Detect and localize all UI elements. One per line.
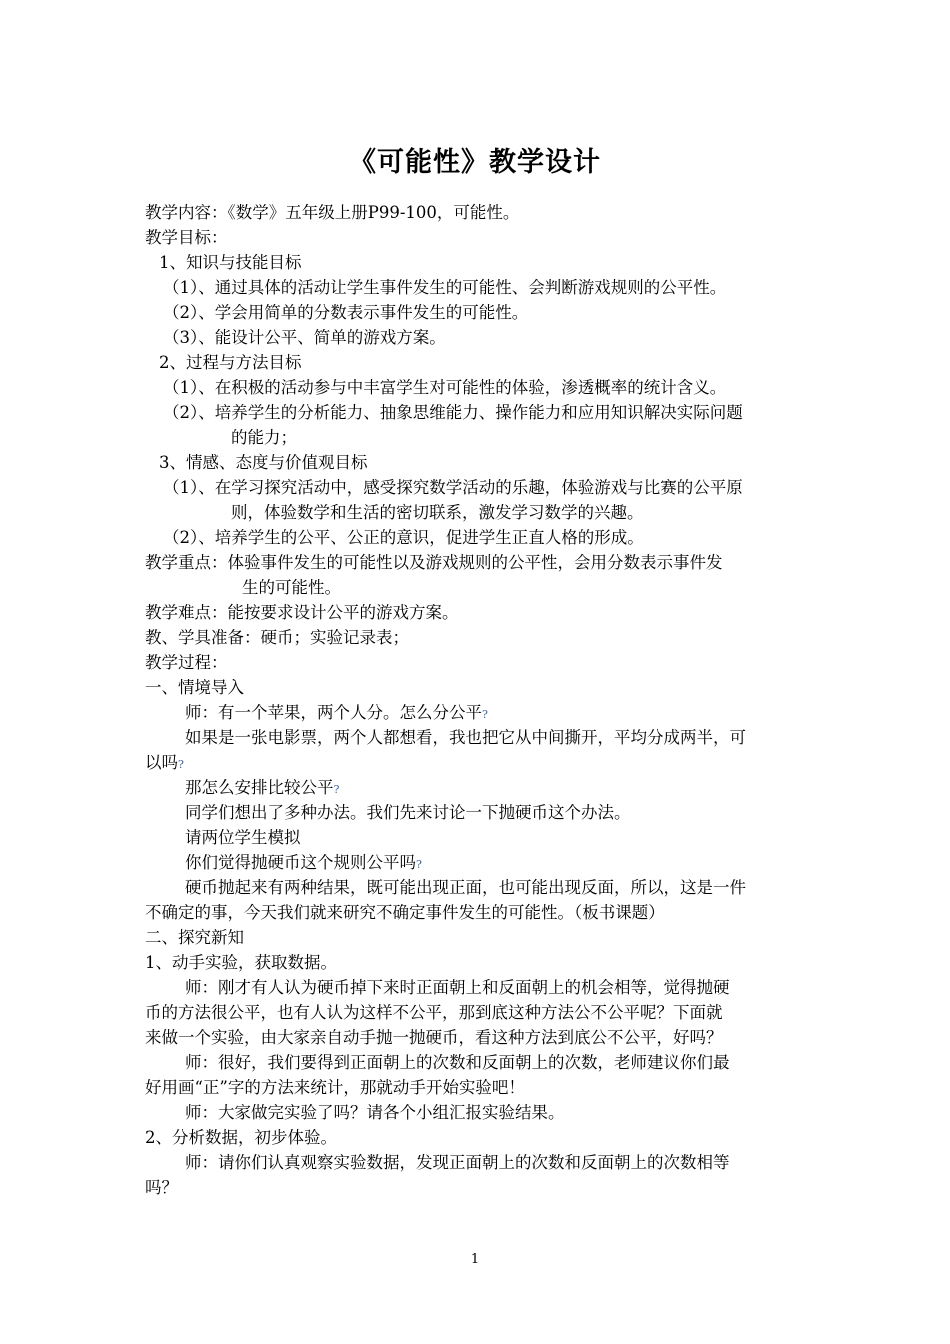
page-number: 1 <box>470 1252 480 1267</box>
difficulties-line: 教学难点：能按要求设计公平的游戏方案。 <box>145 603 459 622</box>
paragraph-line: 币的方法很公平，也有人认为这样不公平，那到底这种方法公不公平呢？下面就 <box>145 1003 723 1022</box>
question-mark: ? <box>178 758 184 771</box>
paragraph-line: 硬币抛起来有两种结果，既可能出现正面，也可能出现反面，所以，这是一件 <box>185 878 746 897</box>
teaching-content-line: 教学内容：《数学》五年级上册P99-100，可能性。 <box>145 203 520 222</box>
materials-line: 教、学具准备：硬币；实验记录表； <box>145 628 409 647</box>
paragraph-line: 师：刚才有人认为硬币掉下来时正面朝上和反面朝上的机会相等，觉得抛硬 <box>185 978 730 997</box>
paragraph-line: 同学们想出了多种办法。我们先来讨论一下抛硬币这个办法。 <box>185 803 631 822</box>
goal-2-heading: 2、过程与方法目标 <box>159 353 302 372</box>
goal-1-item-3: （3）、能设计公平、简单的游戏方案。 <box>163 328 446 347</box>
paragraph-line: 请两位学生模拟 <box>185 828 301 847</box>
goal-3-item-1-cont: 则，体验数学和生活的密切联系，激发学习数学的兴趣。 <box>231 503 644 522</box>
paragraph-line: 师：大家做完实验了吗？请各个小组汇报实验结果。 <box>185 1103 565 1122</box>
page-title: 《可能性》教学设计 <box>349 147 601 178</box>
paragraph-line: 好用画“正”字的方法来统计，那就动手开始实验吧！ <box>145 1078 525 1097</box>
goal-3-item-1: （1）、在学习探究活动中，感受探究数学活动的乐趣，体验游戏与比赛的公平原 <box>163 478 743 497</box>
goal-3-heading: 3、情感、态度与价值观目标 <box>159 453 368 472</box>
key-points-cont: 生的可能性。 <box>242 578 341 597</box>
key-points-line: 教学重点：体验事件发生的可能性以及游戏规则的公平性，会用分数表示事件发 <box>145 553 723 572</box>
subsection-1-heading: 1、动手实验，获取数据。 <box>145 953 337 972</box>
paragraph-line: 如果是一张电影票，两个人都想看，我也把它从中间撕开，平均分成两半，可 <box>185 728 746 747</box>
question-mark: ? <box>416 858 422 871</box>
subsection-2-heading: 2、分析数据，初步体验。 <box>145 1128 337 1147</box>
question-mark: ? <box>482 708 488 721</box>
question-mark: ? <box>333 783 340 796</box>
paragraph-line: 师：有一个苹果，两个人分。怎么分公平? <box>185 703 488 722</box>
paragraph-line: 吗？ <box>145 1178 178 1197</box>
paragraph-line: 不确定的事，今天我们就来研究不确定事件发生的可能性。（板书课题） <box>145 903 665 922</box>
paragraph-line: 你们觉得抛硬币这个规则公平吗? <box>185 853 422 872</box>
teaching-goals-heading: 教学目标： <box>145 228 228 247</box>
goal-1-item-2: （2）、学会用简单的分数表示事件发生的可能性。 <box>163 303 529 322</box>
paragraph-line: 那怎么安排比较公平? <box>185 778 340 797</box>
paragraph-line: 师：请你们认真观察实验数据，发现正面朝上的次数和反面朝上的次数相等 <box>185 1153 730 1172</box>
section-2-heading: 二、探究新知 <box>145 928 244 947</box>
goal-2-item-2-cont: 的能力； <box>231 428 297 447</box>
goal-2-item-1: （1）、在积极的活动参与中丰富学生对可能性的体验，渗透概率的统计含义。 <box>163 378 727 397</box>
paragraph-line: 师：很好，我们要得到正面朝上的次数和反面朝上的次数，老师建议你们最 <box>185 1053 730 1072</box>
goal-1-heading: 1、知识与技能目标 <box>159 253 302 272</box>
section-1-heading: 一、情境导入 <box>145 678 244 697</box>
goal-3-item-2: （2）、培养学生的公平、公正的意识，促进学生正直人格的形成。 <box>163 528 644 547</box>
paragraph-line: 来做一个实验，由大家亲自动手抛一抛硬币，看这种方法到底公不公平，好吗？ <box>145 1028 723 1047</box>
process-heading: 教学过程： <box>145 653 228 672</box>
paragraph-line: 以吗? <box>145 753 184 772</box>
goal-1-item-1: （1）、通过具体的活动让学生事件发生的可能性、会判断游戏规则的公平性。 <box>163 278 727 297</box>
goal-2-item-2: （2）、培养学生的分析能力、抽象思维能力、操作能力和应用知识解决实际问题 <box>163 403 743 422</box>
